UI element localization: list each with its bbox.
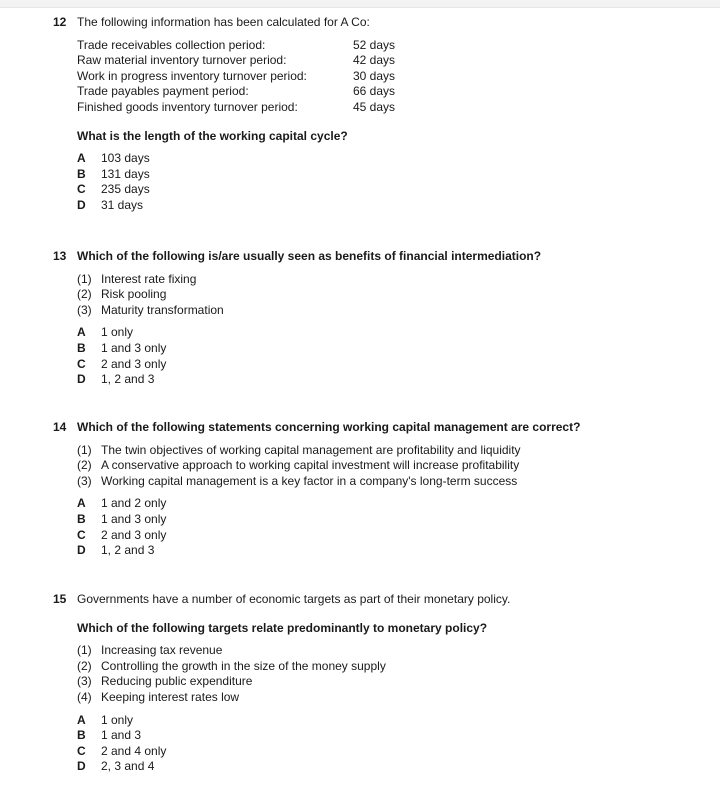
item-number: (3) [77,302,92,317]
option-text: 103 days [101,151,150,166]
option-letter: D [77,759,86,774]
item-number: (4) [77,689,92,704]
option-letter: B [77,728,86,743]
data-row [77,84,693,100]
answer-option[interactable] [77,759,693,775]
list-item [77,287,693,303]
item-number: (2) [77,287,92,302]
data-label: Trade receivables collection period: [77,37,266,52]
option-letter: C [77,182,86,197]
item-number: (3) [77,674,92,689]
data-value: 52 days [353,37,396,52]
answer-option[interactable] [77,325,693,341]
question-14 [53,420,693,559]
question-number: 13 [53,249,67,263]
item-text: A conservative approach to working capital investment will increase profitability [101,458,520,473]
data-label: Trade payables payment period: [77,84,249,99]
option-text: 1 and 3 only [101,340,167,355]
answer-option[interactable] [77,372,693,388]
answer-options [77,325,693,387]
item-text: Interest rate fixing [101,271,197,286]
option-letter: C [77,527,86,542]
question-number: 14 [53,420,67,434]
question-prompt: Which of the following statements concerning working capital management are correct? [77,420,581,434]
answer-option[interactable] [77,167,693,183]
answer-option[interactable] [77,198,693,214]
list-item [77,458,693,474]
item-text: Controlling the growth in the size of the money supply [101,658,386,673]
list-item [77,643,693,659]
item-number: (3) [77,473,92,488]
question-prompt: Which of the following is/are usually seen as benefits of financial intermediation? [77,249,542,263]
numbered-list [77,643,693,705]
list-item [77,474,693,490]
option-letter: D [77,543,86,558]
option-text: 1 only [101,712,134,727]
list-item [77,690,693,706]
option-text: 235 days [101,182,150,197]
option-text: 1 and 2 only [101,496,167,511]
option-text: 31 days [101,197,144,212]
option-letter: B [77,166,86,181]
list-item [77,303,693,319]
item-number: (1) [77,643,92,658]
data-value: 66 days [353,84,396,99]
item-text: Maturity transformation [101,302,224,317]
answer-options [77,151,693,213]
answer-option[interactable] [77,512,693,528]
item-text: Reducing public expenditure [101,674,253,689]
answer-option[interactable] [77,151,693,167]
question-intro: The following information has been calculated for A Co: [77,15,370,29]
question-prompt: What is the length of the working capital cycle? [77,128,348,143]
data-label: Raw material inventory turnover period: [77,53,287,68]
option-letter: A [77,712,86,727]
option-text: 2 and 4 only [101,743,167,758]
answer-option[interactable] [77,182,693,198]
item-text: The twin objectives of working capital management are profitability and liquidity [101,442,521,457]
option-text: 2 and 3 only [101,356,167,371]
option-letter: A [77,151,86,166]
data-table [77,38,693,116]
question-15 [53,592,693,775]
answer-options [77,713,693,775]
item-number: (1) [77,271,92,286]
option-text: 1 only [101,325,134,340]
top-rule [0,0,720,8]
data-value: 45 days [353,99,396,114]
option-letter: D [77,372,86,387]
answer-option[interactable] [77,713,693,729]
list-item [77,272,693,288]
option-letter: C [77,356,86,371]
option-letter: A [77,496,86,511]
answer-option[interactable] [77,357,693,373]
question-14-header [53,420,693,436]
question-13 [53,249,693,388]
answer-option[interactable] [77,744,693,760]
option-letter: B [77,340,86,355]
item-text: Working capital management is a key factor in a company's long-term success [101,473,518,488]
question-number: 12 [53,15,67,29]
item-text: Keeping interest rates low [101,689,240,704]
data-value: 30 days [353,68,396,83]
option-letter: C [77,743,86,758]
option-text: 1, 2 and 3 [101,543,155,558]
option-text: 131 days [101,166,150,181]
option-text: 1 and 3 only [101,511,167,526]
option-text: 2, 3 and 4 [101,759,155,774]
option-letter: D [77,197,86,212]
answer-option[interactable] [77,728,693,744]
item-text: Increasing tax revenue [101,643,223,658]
numbered-list [77,443,693,490]
question-12-header [53,15,693,31]
question-12 [53,15,693,214]
data-row [77,38,693,54]
option-text: 2 and 3 only [101,527,167,542]
item-number: (1) [77,442,92,457]
data-row [77,69,693,85]
data-label: Finished goods inventory turnover period: [77,99,298,114]
list-item [77,674,693,690]
data-row [77,100,693,116]
answer-option[interactable] [77,496,693,512]
answer-option[interactable] [77,341,693,357]
answer-option[interactable] [77,528,693,544]
item-number: (2) [77,458,92,473]
item-number: (2) [77,658,92,673]
data-value: 42 days [353,53,396,68]
question-prompt: Which of the following targets relate predominantly to monetary policy? [77,620,488,635]
answer-option[interactable] [77,543,693,559]
option-text: 1, 2 and 3 [101,372,155,387]
question-13-header [53,249,693,265]
list-item [77,659,693,675]
question-15-header [53,592,693,608]
answer-options [77,496,693,558]
item-text: Risk pooling [101,287,167,302]
list-item [77,443,693,459]
option-letter: A [77,325,86,340]
numbered-list [77,272,693,319]
data-row [77,53,693,69]
option-text: 1 and 3 [101,728,142,743]
question-intro: Governments have a number of economic targets as part of their monetary policy. [77,592,511,606]
data-label: Work in progress inventory turnover period: [77,68,307,83]
option-letter: B [77,511,86,526]
question-number: 15 [53,592,67,606]
